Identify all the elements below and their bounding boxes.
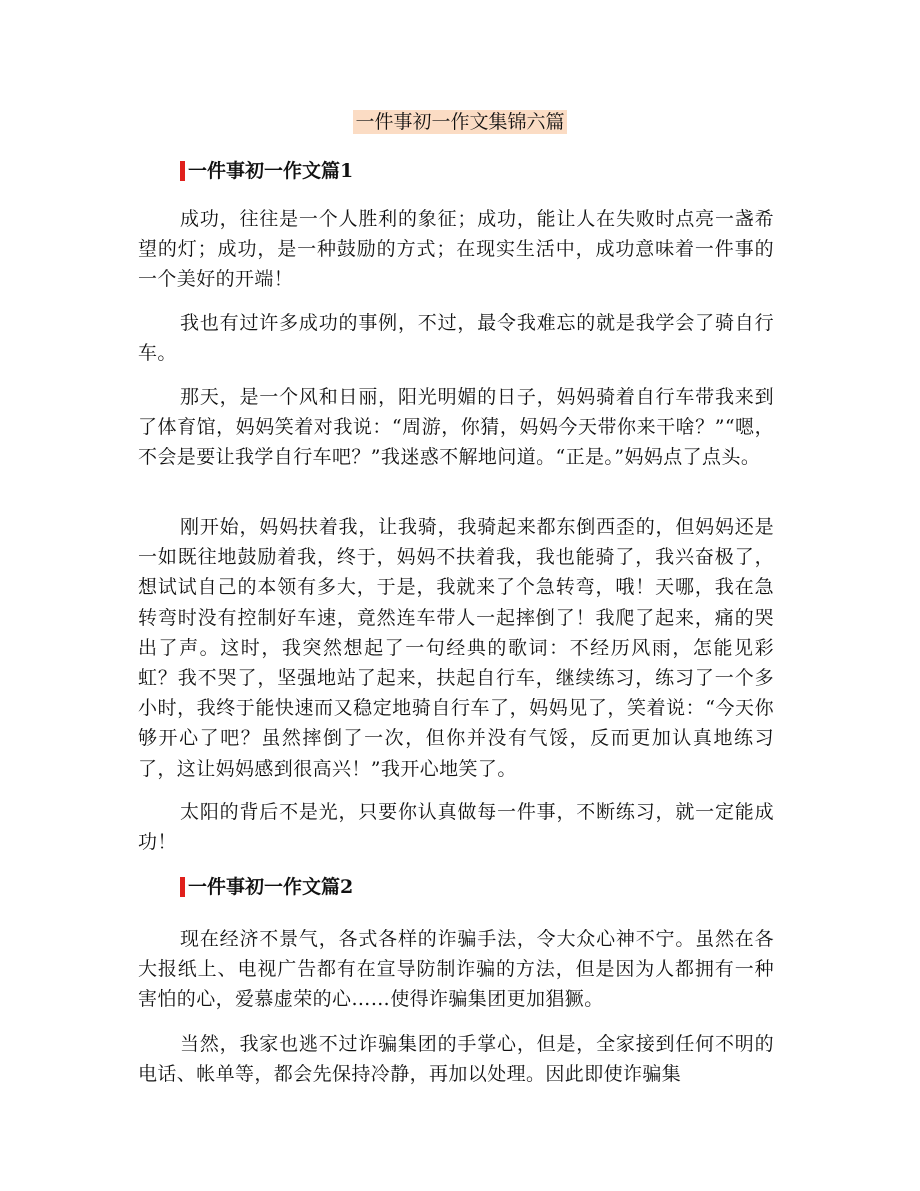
paragraph: 那天，是一个风和日丽，阳光明媚的日子，妈妈骑着自行车带我来到了体育馆，妈妈笑着对我说：“周游，你猜，妈妈今天带你来干啥？”“嗯，不会是要让我学自行车吧？”我迷惑不解地问道。“正是。”妈妈点了点头。 (138, 386, 774, 469)
document-title (0, 108, 920, 136)
document-title-text: 一件事初一作文集锦六篇 (355, 111, 565, 133)
section-heading-2 (180, 873, 353, 901)
section-heading-2-text: 一件事初一作文篇2 (188, 876, 354, 898)
section-heading-1-text: 一件事初一作文篇1 (188, 160, 354, 182)
section-heading-1 (180, 157, 353, 185)
paragraph: 刚开始，妈妈扶着我，让我骑，我骑起来都东倒西歪的，但妈妈还是一如既往地鼓励着我，终于，妈妈不扶着我，我也能骑了，我兴奋极了，想试试自己的本领有多大，于是，我就来了个急转弯，哦！天哪，我在急转弯时没有控制好车速，竟然连车带人一起摔倒了！我爬了起来，痛的哭出了声。这时，我突然想起了一句经典的歌词：不经历风雨，怎能见彩虹？我不哭了，坚强地站了起来，扶起自行车，继续练习，练习了一个多小时，我终于能快速而又稳定地骑自行车了，妈妈见了，笑着说：“今天你够开心了吧？虽然摔倒了一次，但你并没有气馁，反而更加认真地练习了，这让妈妈感到很高兴！”我开心地笑了。 (138, 516, 774, 780)
heading-marker-icon (180, 877, 185, 897)
paragraph: 太阳的背后不是光，只要你认真做每一件事，不断练习，就一定能成功！ (138, 801, 774, 854)
paragraph: 成功，往往是一个人胜利的象征；成功，能让人在失败时点亮一盏希望的灯；成功，是一种鼓励的方式；在现实生活中，成功意味着一件事的一个美好的开端！ (138, 208, 774, 291)
paragraph: 现在经济不景气，各式各样的诈骗手法，令大众心神不宁。虽然在各大报纸上、电视广告都有在宣导防制诈骗的方法，但是因为人都拥有一种害怕的心，爱慕虚荣的心……使得诈骗集团更加猖獗。 (138, 928, 774, 1011)
heading-marker-icon (180, 161, 185, 181)
paragraph: 我也有过许多成功的事例，不过，最令我难忘的就是我学会了骑自行车。 (138, 312, 774, 365)
paragraph: 当然，我家也逃不过诈骗集团的手掌心，但是，全家接到任何不明的电话、帐单等，都会先保持冷静，再加以处理。因此即使诈骗集 (138, 1033, 774, 1086)
